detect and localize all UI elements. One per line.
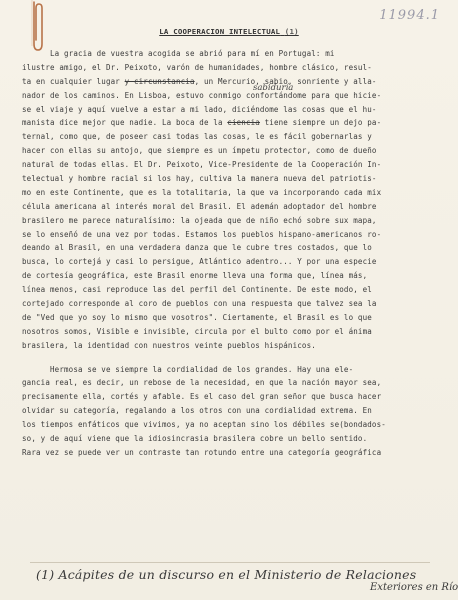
text-line: se lo enseñó de una vez por todas. Estamos los pueblos hispano-americanos ro- <box>22 229 382 239</box>
text-line: los tiempos enfáticos que vivimos, ya no aceptan sino los débiles se(bondados- <box>22 420 386 430</box>
text-line: Rara vez se puede ver un contraste tan rotundo entre una categoría geográfica <box>22 447 382 457</box>
text-line: so, y de aquí viene que la idiosincrasia brasilera cobre un bello sentido. <box>22 434 368 444</box>
page-title <box>0 27 458 36</box>
text-line: nosotros somos, Visible e invisible, circula por el bulto como por el ánima <box>22 326 372 336</box>
text-line: línea menos, casi reproduce las del perfil del Continente. De este modo, el <box>22 285 372 295</box>
footnote-text-continuation: Exteriores en Río <box>370 582 458 593</box>
handwritten-insertion: sabiduría <box>253 83 294 93</box>
footnote-text: (1) Acápites de un discurso en el Ministerio de Relaciones <box>36 567 417 582</box>
text-line: precisamente ella, cortés y afable. Es el caso del gran señor que busca hacer <box>22 392 382 402</box>
text-line: ta en cualquier lugar y circunstancia, un Mercurio, sabio, sonriente y alla- <box>22 76 377 86</box>
text-line: mo en este Continente, que es la totalitaria, la que va incorporando cada mix <box>22 187 382 197</box>
text-line: natural de todas ellas. El Dr. Peixoto, Vice-Presidente de la Cooperación In- <box>22 160 382 170</box>
text-line: brasilero me parece naturalísimo: la ojeada que de niño echó sobre sux mapa, <box>22 215 377 225</box>
text-line: célula americana al interés moral del Brasil. El ademán adoptador del hombre <box>22 201 377 211</box>
text-line: La gracia de vuestra acogida se abrió para mí en Portugal: mi <box>22 49 335 58</box>
text-line: busca, lo cortejá y casi lo persigue, Atlántico adentro... Y por una especie <box>22 257 377 267</box>
footnote-divider <box>30 562 430 563</box>
text-line: Hermosa se ve siempre la cordialidad de los grandes. Hay una ele- <box>22 364 354 374</box>
text-line: olvidar su categoría, regalando a los otros con una cordialidad extrema. En <box>22 406 372 416</box>
text-line: ilustre amigo, el Dr. Peixoto, varón de humanidades, hombre clásico, resul- <box>22 62 372 72</box>
paragraph-gap <box>22 353 442 363</box>
text-line: ternal, como que, de poseer casi todas las cosas, le es fácil gobernarlas y <box>22 132 372 142</box>
text-line: se el viaje y aquí vuelve a estar a mi lado, diciéndome las cosas que el hu- <box>22 104 377 114</box>
text-line: deando al Brasil, en una verdadera danza que le cubre tres costados, que lo <box>22 243 372 253</box>
struck-text: ciencia <box>227 118 260 128</box>
body-text <box>22 47 442 460</box>
text-line: de cortesía geográfica, este Brasil enorme lleva una forma que, línea más, <box>22 271 368 281</box>
title-footnote-mark: (1) <box>284 27 299 36</box>
paperclip-icon <box>28 0 48 52</box>
struck-text: y circunstancia <box>124 76 195 86</box>
text-line: manista dice mejor que nadie. La boca de la ciencia tiene siempre un dejo pa- <box>22 118 382 128</box>
text-line: de "Ved que yo soy lo mismo que vosotros". Ciertamente, el Brasil es lo que <box>22 312 372 322</box>
text-line: telectual y hombre racial si los hay, cultiva la manera nueva del patriotis- <box>22 174 377 184</box>
text-line: brasilera, la identidad con nuestros veinte pueblos hispánicos. <box>22 340 316 350</box>
document-number: 11994.1 <box>379 8 440 23</box>
title-text: LA COOPERACION INTELECTUAL <box>159 27 281 36</box>
text-line: gancia real, es decir, un rebose de la necesidad, en que la nación mayor sea, <box>22 378 382 388</box>
text-line: hacer con ellas su antojo, que siempre es un ímpetu protector, como de dueño <box>22 146 377 156</box>
text-line: cortejado corresponde al coro de pueblos con una respuesta que talvez sea la <box>22 299 377 309</box>
text-line: nador de los caminos. En Lisboa, estuvo conmigo confortándome para que hicie- <box>22 90 382 100</box>
